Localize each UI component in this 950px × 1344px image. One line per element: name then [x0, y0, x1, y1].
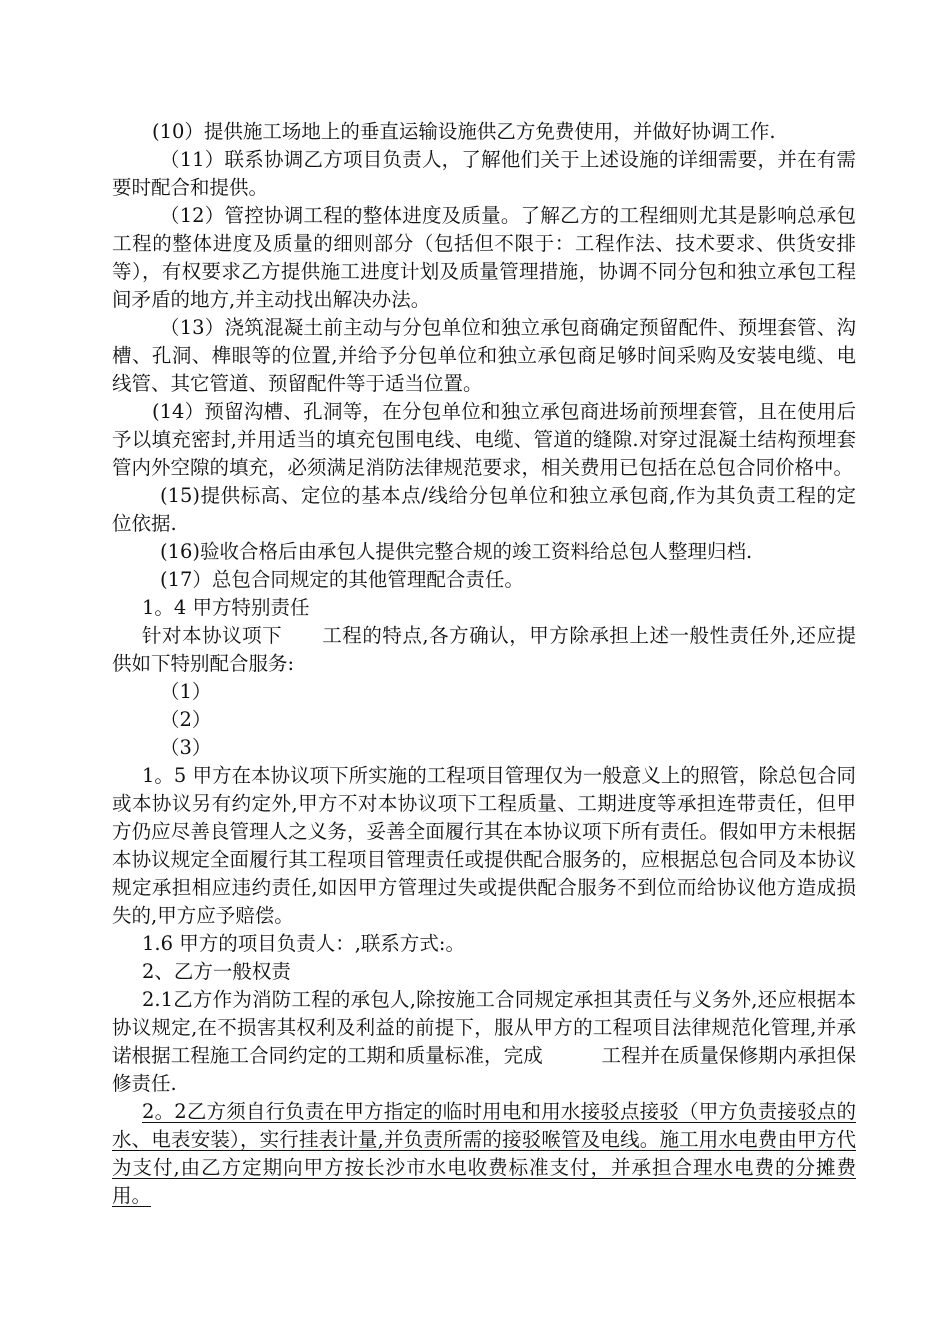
paragraph-2-2-underlined: 2。2乙方须自行负责在甲方指定的临时用电和用水接驳点接驳（甲方负责接驳点的水、电表安装），实行挂表计量,并负责所需的接驳喉管及电线。施工用水电费由甲方代为支付,由乙方定期向甲方按长沙市水电收费标准支付，并承担合理水电费的分摊费用。 [112, 1100, 856, 1207]
list-item-blank-1: （1） [160, 680, 212, 703]
paragraph-1-5: 1。5 甲方在本协议项下所实施的工程项目管理仅为一般意义上的照管，除总包合同或本协议另有约定外,甲方不对本协议项下工程质量、工期进度等承担连带责任，但甲方仍应尽善良管理人之义务，妥善全面履行其在本协议项下所有责任。假如甲方未根据本协议规定全面履行其工程项目管理责任或提供配合服务的，应根据总包合同及本协议规定承担相应违约责任,如因甲方管理过失或提供配合服务不到位而给协议他方造成损失的,甲方应予赔偿。 [112, 764, 856, 927]
list-item-blank-2: （2） [160, 708, 212, 731]
list-item-blank-3: （3） [160, 736, 212, 759]
section-heading-2: 2、乙方一般权责 [142, 960, 291, 983]
paragraph-1-6: 1.6 甲方的项目负责人：,联系方式:。 [142, 932, 465, 955]
paragraph-item-16: (16)验收合格后由承包人提供完整合规的竣工资料给总包人整理归档. [160, 540, 753, 563]
paragraph-item-17: (17）总包合同规定的其他管理配合责任。 [160, 568, 524, 591]
paragraph-item-10: (10）提供施工场地上的垂直运输设施供乙方免费使用，并做好协调工作. [152, 120, 776, 143]
paragraph-item-12: （12）管控协调工程的整体进度及质量。了解乙方的工程细则尤其是影响总承包工程的整体进度及质量的细则部分（包括但不限于：工程作法、技术要求、供货安排等），有权要求乙方提供施工进度计划及质量管理措施，协调不同分包和独立承包工程间矛盾的地方,并主动找出解决办法。 [112, 204, 856, 311]
paragraph-special-services: 针对本协议项下 工程的特点,各方确认，甲方除承担上述一般性责任外,还应提供如下特别配合服务: [112, 624, 856, 675]
section-heading-1-4: 1。4 甲方特别责任 [142, 596, 310, 619]
paragraph-item-15: (15)提供标高、定位的基本点/线给分包单位和独立承包商,作为其负责工程的定位依据. [112, 484, 856, 535]
paragraph-item-11: （11）联系协调乙方项目负责人，了解他们关于上述设施的详细需要，并在有需要时配合和提供。 [112, 148, 856, 199]
paragraph-item-14: (14）预留沟槽、孔洞等，在分包单位和独立承包商进场前预埋套管，且在使用后予以填充密封,并用适当的填充包围电线、电缆、管道的缝隙.对穿过混凝土结构预埋套管内外空隙的填充，必须满足消防法律规范要求，相关费用已包括在总包合同价格中。 [112, 400, 856, 479]
paragraph-item-13: （13）浇筑混凝土前主动与分包单位和独立承包商确定预留配件、预埋套管、沟槽、孔洞、榫眼等的位置,并给予分包单位和独立承包商足够时间采购及安装电缆、电线管、其它管道、预留配件等于适当位置。 [112, 316, 856, 395]
paragraph-2-1: 2.1乙方作为消防工程的承包人,除按施工合同规定承担其责任与义务外,还应根据本协议规定,在不损害其权利及利益的前提下，服从甲方的工程项目法律规范化管理,并承诺根据工程施工合同约定的工期和质量标准，完成 工程并在质量保修期内承担保修责任. [112, 988, 856, 1095]
document-page [112, 118, 856, 1210]
